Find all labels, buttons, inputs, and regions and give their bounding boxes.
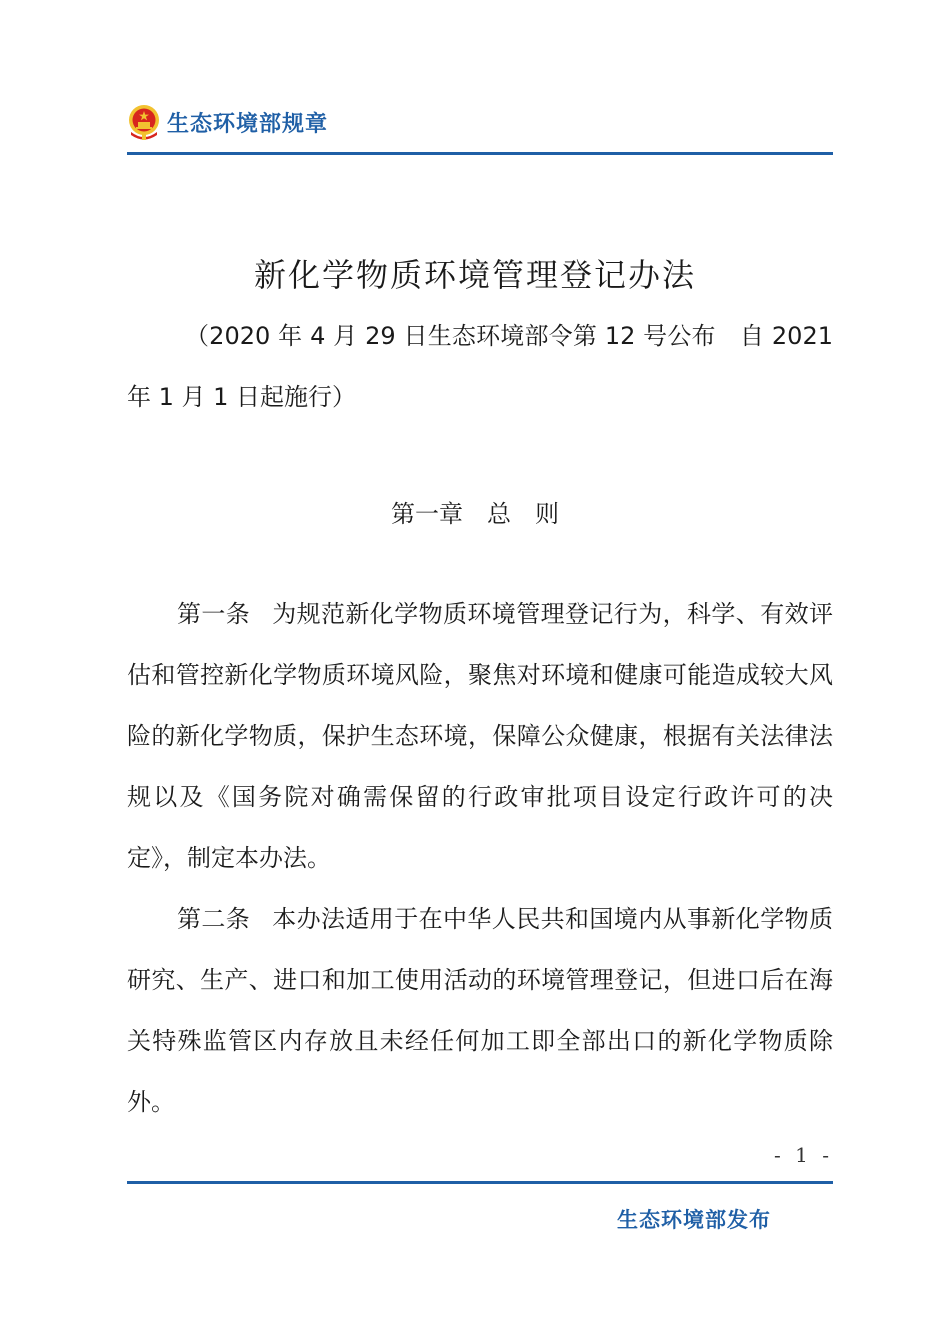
article-label: 第二条 [177, 905, 251, 933]
header-title: 生态环境部规章 [167, 111, 329, 137]
article-1 [127, 584, 833, 889]
document-subtitle: （2020 年 4 月 29 日生态环境部令第 12 号公布 自 2021 年 1 月 1 日起施行） [127, 322, 833, 411]
national-emblem-icon [127, 102, 161, 142]
article-label: 第一条 [177, 600, 251, 628]
footer-publisher: 生态环境部发布 [617, 1208, 771, 1232]
chapter-heading: 第一章 总 则 [391, 500, 559, 528]
article-2 [127, 889, 833, 1133]
page-header [127, 100, 328, 144]
article-text: 为规范新化学物质环境管理登记行为，科学、有效评估和管控新化学物质环境风险，聚焦对环境和健康可能造成较大风险的新化学物质，保护生态环境，保障公众健康，根据有关法律法规以及《国务院对确需保留的行政审批项目设定行政许可的决定》，制定本办法。 [127, 600, 834, 872]
article-text: 本办法适用于在中华人民共和国境内从事新化学物质研究、生产、进口和加工使用活动的环境管理登记，但进口后在海关特殊监管区内存放且未经任何加工即全部出口的新化学物质除外。 [127, 905, 834, 1116]
footer-divider [127, 1181, 833, 1184]
page-number: - 1 - [774, 1143, 833, 1167]
header-divider [127, 152, 833, 155]
document-title: 新化学物质环境管理登记办法 [253, 256, 696, 294]
